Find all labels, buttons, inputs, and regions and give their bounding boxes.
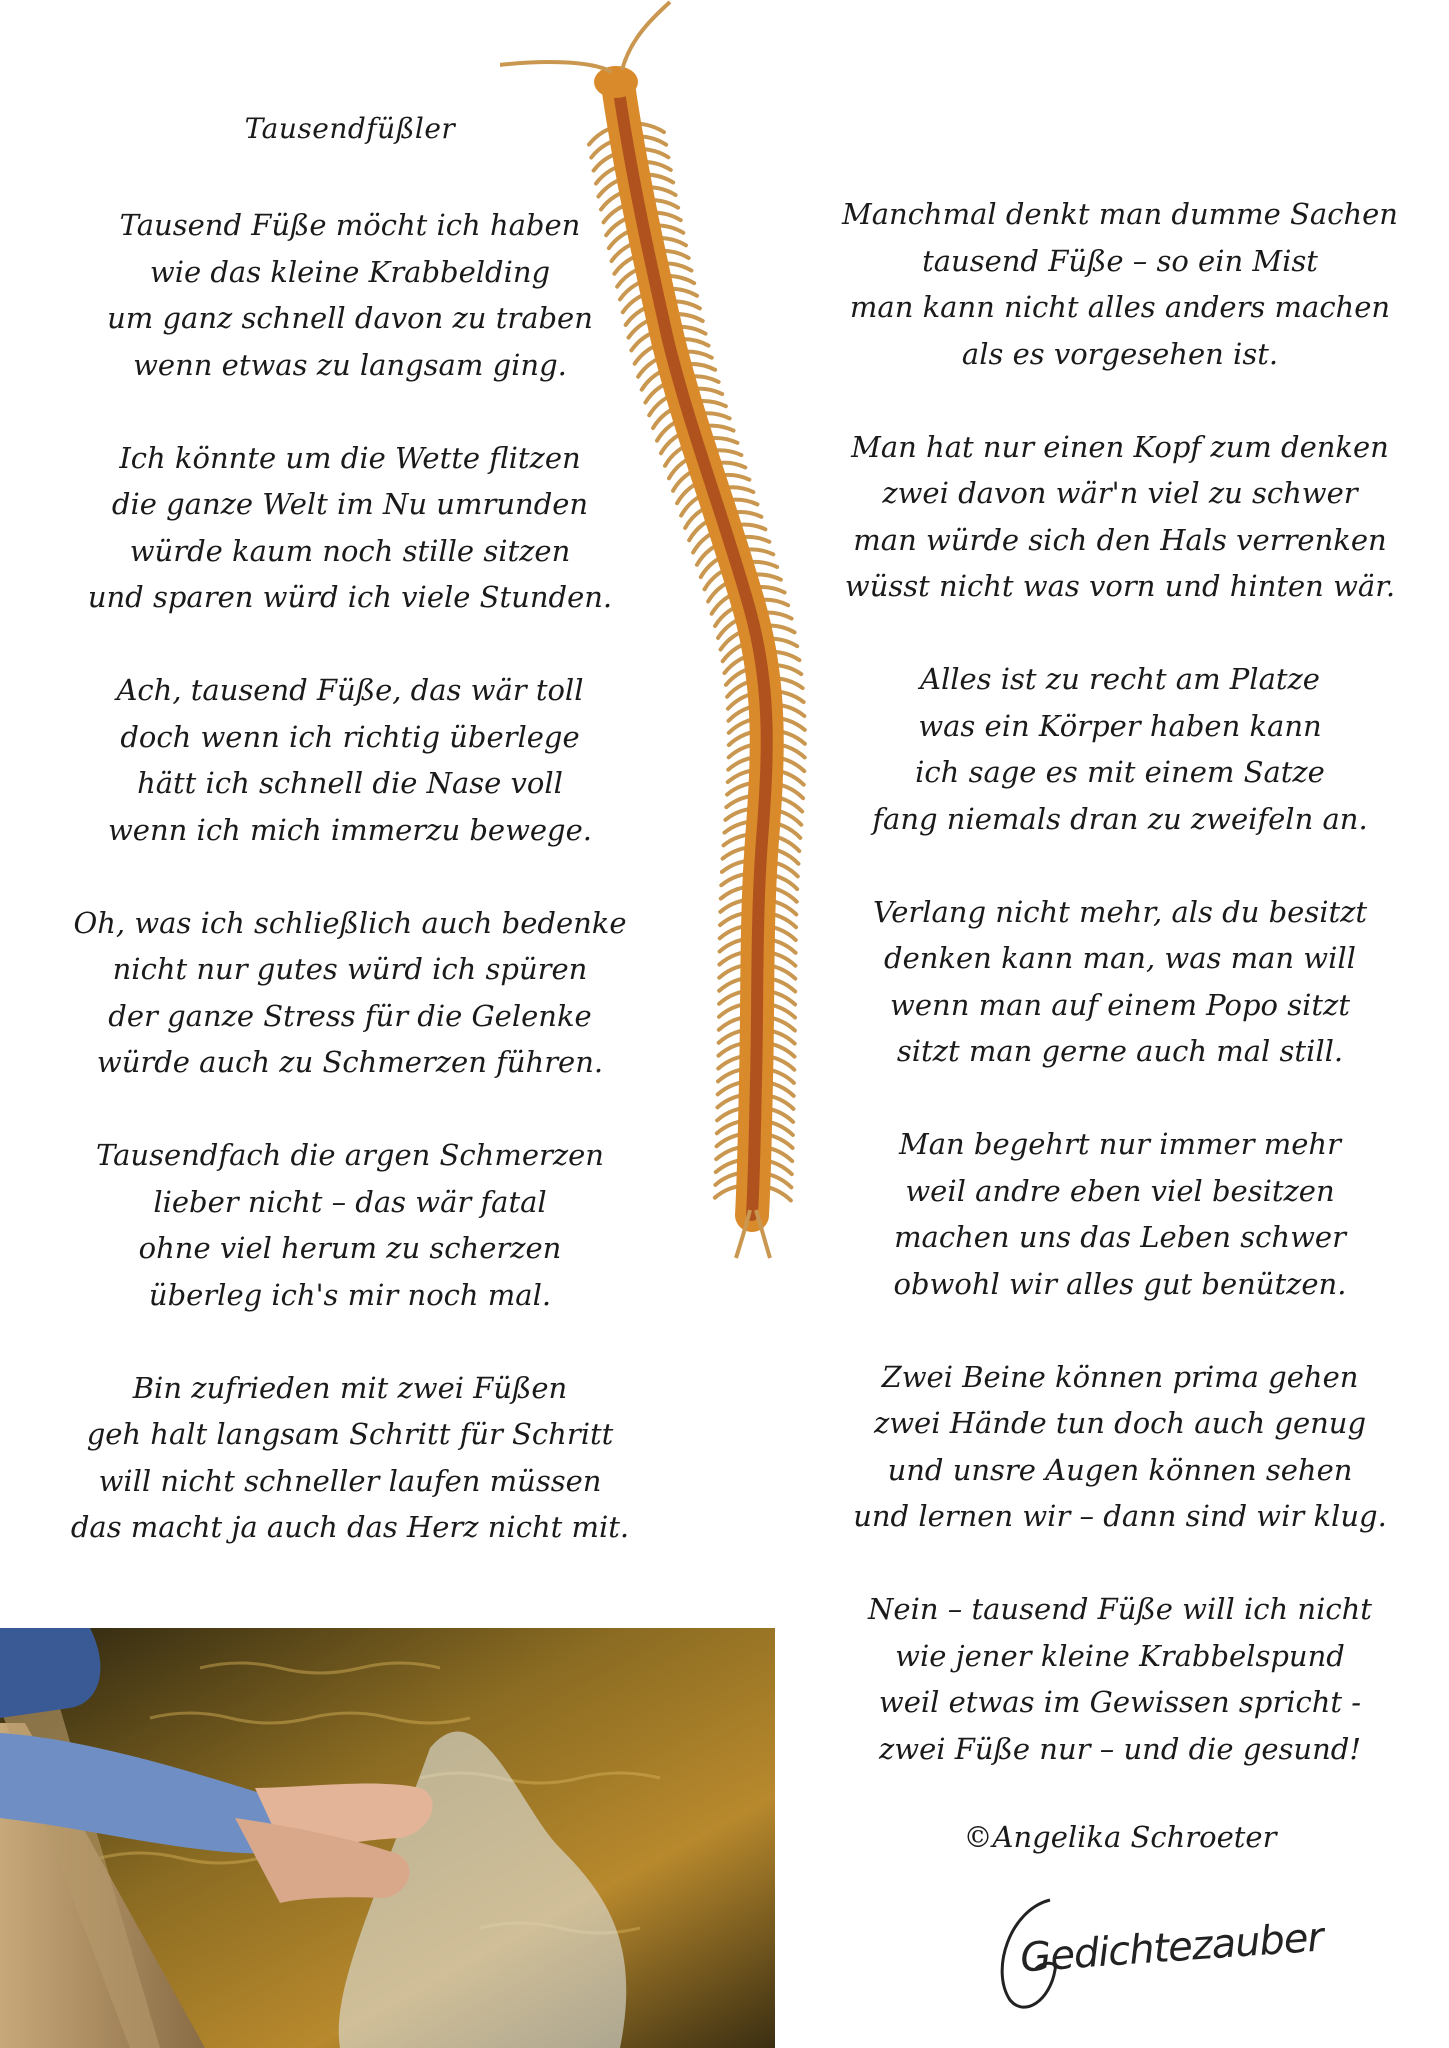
poem-line: Nein – tausend Füße will ich nicht [868, 1592, 1372, 1626]
poem-line: Alles ist zu recht am Platze [920, 662, 1320, 696]
poem-line: Manchmal denkt man dumme Sachen [842, 197, 1398, 231]
poem-line: obwohl wir alles gut benützen. [893, 1266, 1347, 1301]
poem-line: Zwei Beine können prima gehen [881, 1359, 1359, 1394]
poem-line: man kann nicht alles anders machen [849, 290, 1391, 324]
poem-line: lieber nicht – das wär fatal [153, 1184, 547, 1219]
poem-line: wenn etwas zu langsam ging. [133, 347, 567, 382]
poem-line: machen uns das Leben schwer [894, 1220, 1346, 1254]
poem-line: man würde sich den Hals verrenken [853, 522, 1387, 557]
poem-line: und unsre Augen können sehen [887, 1452, 1353, 1487]
poem-left-column [60, 202, 640, 1597]
poem-line: als es vorgesehen ist. [961, 336, 1279, 371]
stanza [830, 1586, 1410, 1772]
poem-line: wenn ich mich immerzu bewege. [107, 812, 592, 847]
poem-line: denken kann man, was man will [884, 941, 1356, 975]
poem-line: Verlang nicht mehr, als du besitzt [872, 894, 1368, 929]
signature-text: Gedichtezauber [1018, 1914, 1325, 1982]
poem-line: um ganz schnell davon zu traben [107, 301, 593, 335]
signature-logo [980, 1870, 1325, 2020]
poem-line: will nicht schneller laufen müssen [98, 1463, 602, 1498]
poem-line: wüsst nicht was vorn und hinten wär. [844, 569, 1396, 603]
stanza [830, 889, 1410, 1075]
poem-line: würde kaum noch stille sitzen [129, 533, 571, 568]
stanza [60, 1132, 640, 1318]
stanza [60, 900, 640, 1086]
poem-line: hätt ich schnell die Nase voll [137, 766, 563, 800]
stanza [830, 656, 1410, 842]
stanza [60, 667, 640, 853]
poem-line: und sparen würd ich viele Stunden. [87, 580, 613, 614]
poem-line: würde auch zu Schmerzen führen. [96, 1045, 604, 1079]
stanza [60, 435, 640, 621]
poem-line: tausend Füße – so ein Mist [922, 243, 1318, 278]
poem-line: der ganze Stress für die Gelenke [108, 998, 592, 1033]
poem-line: Bin zufrieden mit zwei Füßen [132, 1370, 568, 1405]
poem-line: Tausendfach die argen Schmerzen [96, 1138, 604, 1172]
poem-line: Man hat nur einen Kopf zum denken [851, 429, 1389, 464]
poem-line: wenn man auf einem Popo sitzt [890, 987, 1350, 1022]
feet-splash-photo [0, 1628, 775, 2048]
poem-line: Ich könnte um die Wette flitzen [119, 440, 581, 475]
poem-line: ohne viel herum zu scherzen [138, 1231, 562, 1265]
poem-line: ich sage es mit einem Satze [915, 755, 1325, 789]
poem-line: zwei davon wär'n viel zu schwer [882, 476, 1358, 510]
poem-line: Tausend Füße möcht ich haben [119, 208, 581, 242]
stanza [830, 424, 1410, 610]
poem-line: und lernen wir – dann sind wir klug. [853, 1499, 1387, 1533]
poem-line: Ach, tausend Füße, das wär toll [116, 673, 584, 707]
stanza [60, 1365, 640, 1551]
poem-line: geh halt langsam Schritt für Schritt [86, 1417, 614, 1451]
poem-right-column [830, 191, 1410, 1819]
poem-line: wie jener kleine Krabbelspund [895, 1638, 1345, 1673]
poem-line: nicht nur gutes würd ich spüren [112, 952, 588, 986]
stanza [830, 191, 1410, 377]
poem-line: die ganze Welt im Nu umrunden [111, 487, 589, 521]
poem-line: weil etwas im Gewissen spricht - [878, 1685, 1362, 1719]
stanza [830, 1121, 1410, 1307]
poem-line: Oh, was ich schließlich auch bedenke [73, 905, 627, 940]
poem-line: zwei Hände tun doch auch genug [873, 1406, 1367, 1440]
poem-line: überleg ich's mir noch mal. [148, 1277, 552, 1312]
poem-line: Man begehrt nur immer mehr [899, 1127, 1341, 1161]
poem-line: weil andre eben viel besitzen [905, 1173, 1335, 1208]
poem-line: wie das kleine Krabbelding [149, 254, 551, 289]
poem-title: Tausendfüßler [244, 112, 456, 145]
stanza [60, 202, 640, 388]
poem-line: das macht ja auch das Herz nicht mit. [70, 1510, 630, 1544]
poem-line: fang niemals dran zu zweifeln an. [872, 801, 1368, 836]
stanza [830, 1354, 1410, 1540]
copyright: ©Angelika Schroeter [963, 1820, 1277, 1854]
poem-line: was ein Körper haben kann [918, 708, 1322, 743]
poem-line: sitzt man gerne auch mal still. [896, 1034, 1344, 1068]
poem-line: doch wenn ich richtig überlege [120, 719, 580, 754]
poem-line: zwei Füße nur – und die gesund! [879, 1731, 1361, 1766]
